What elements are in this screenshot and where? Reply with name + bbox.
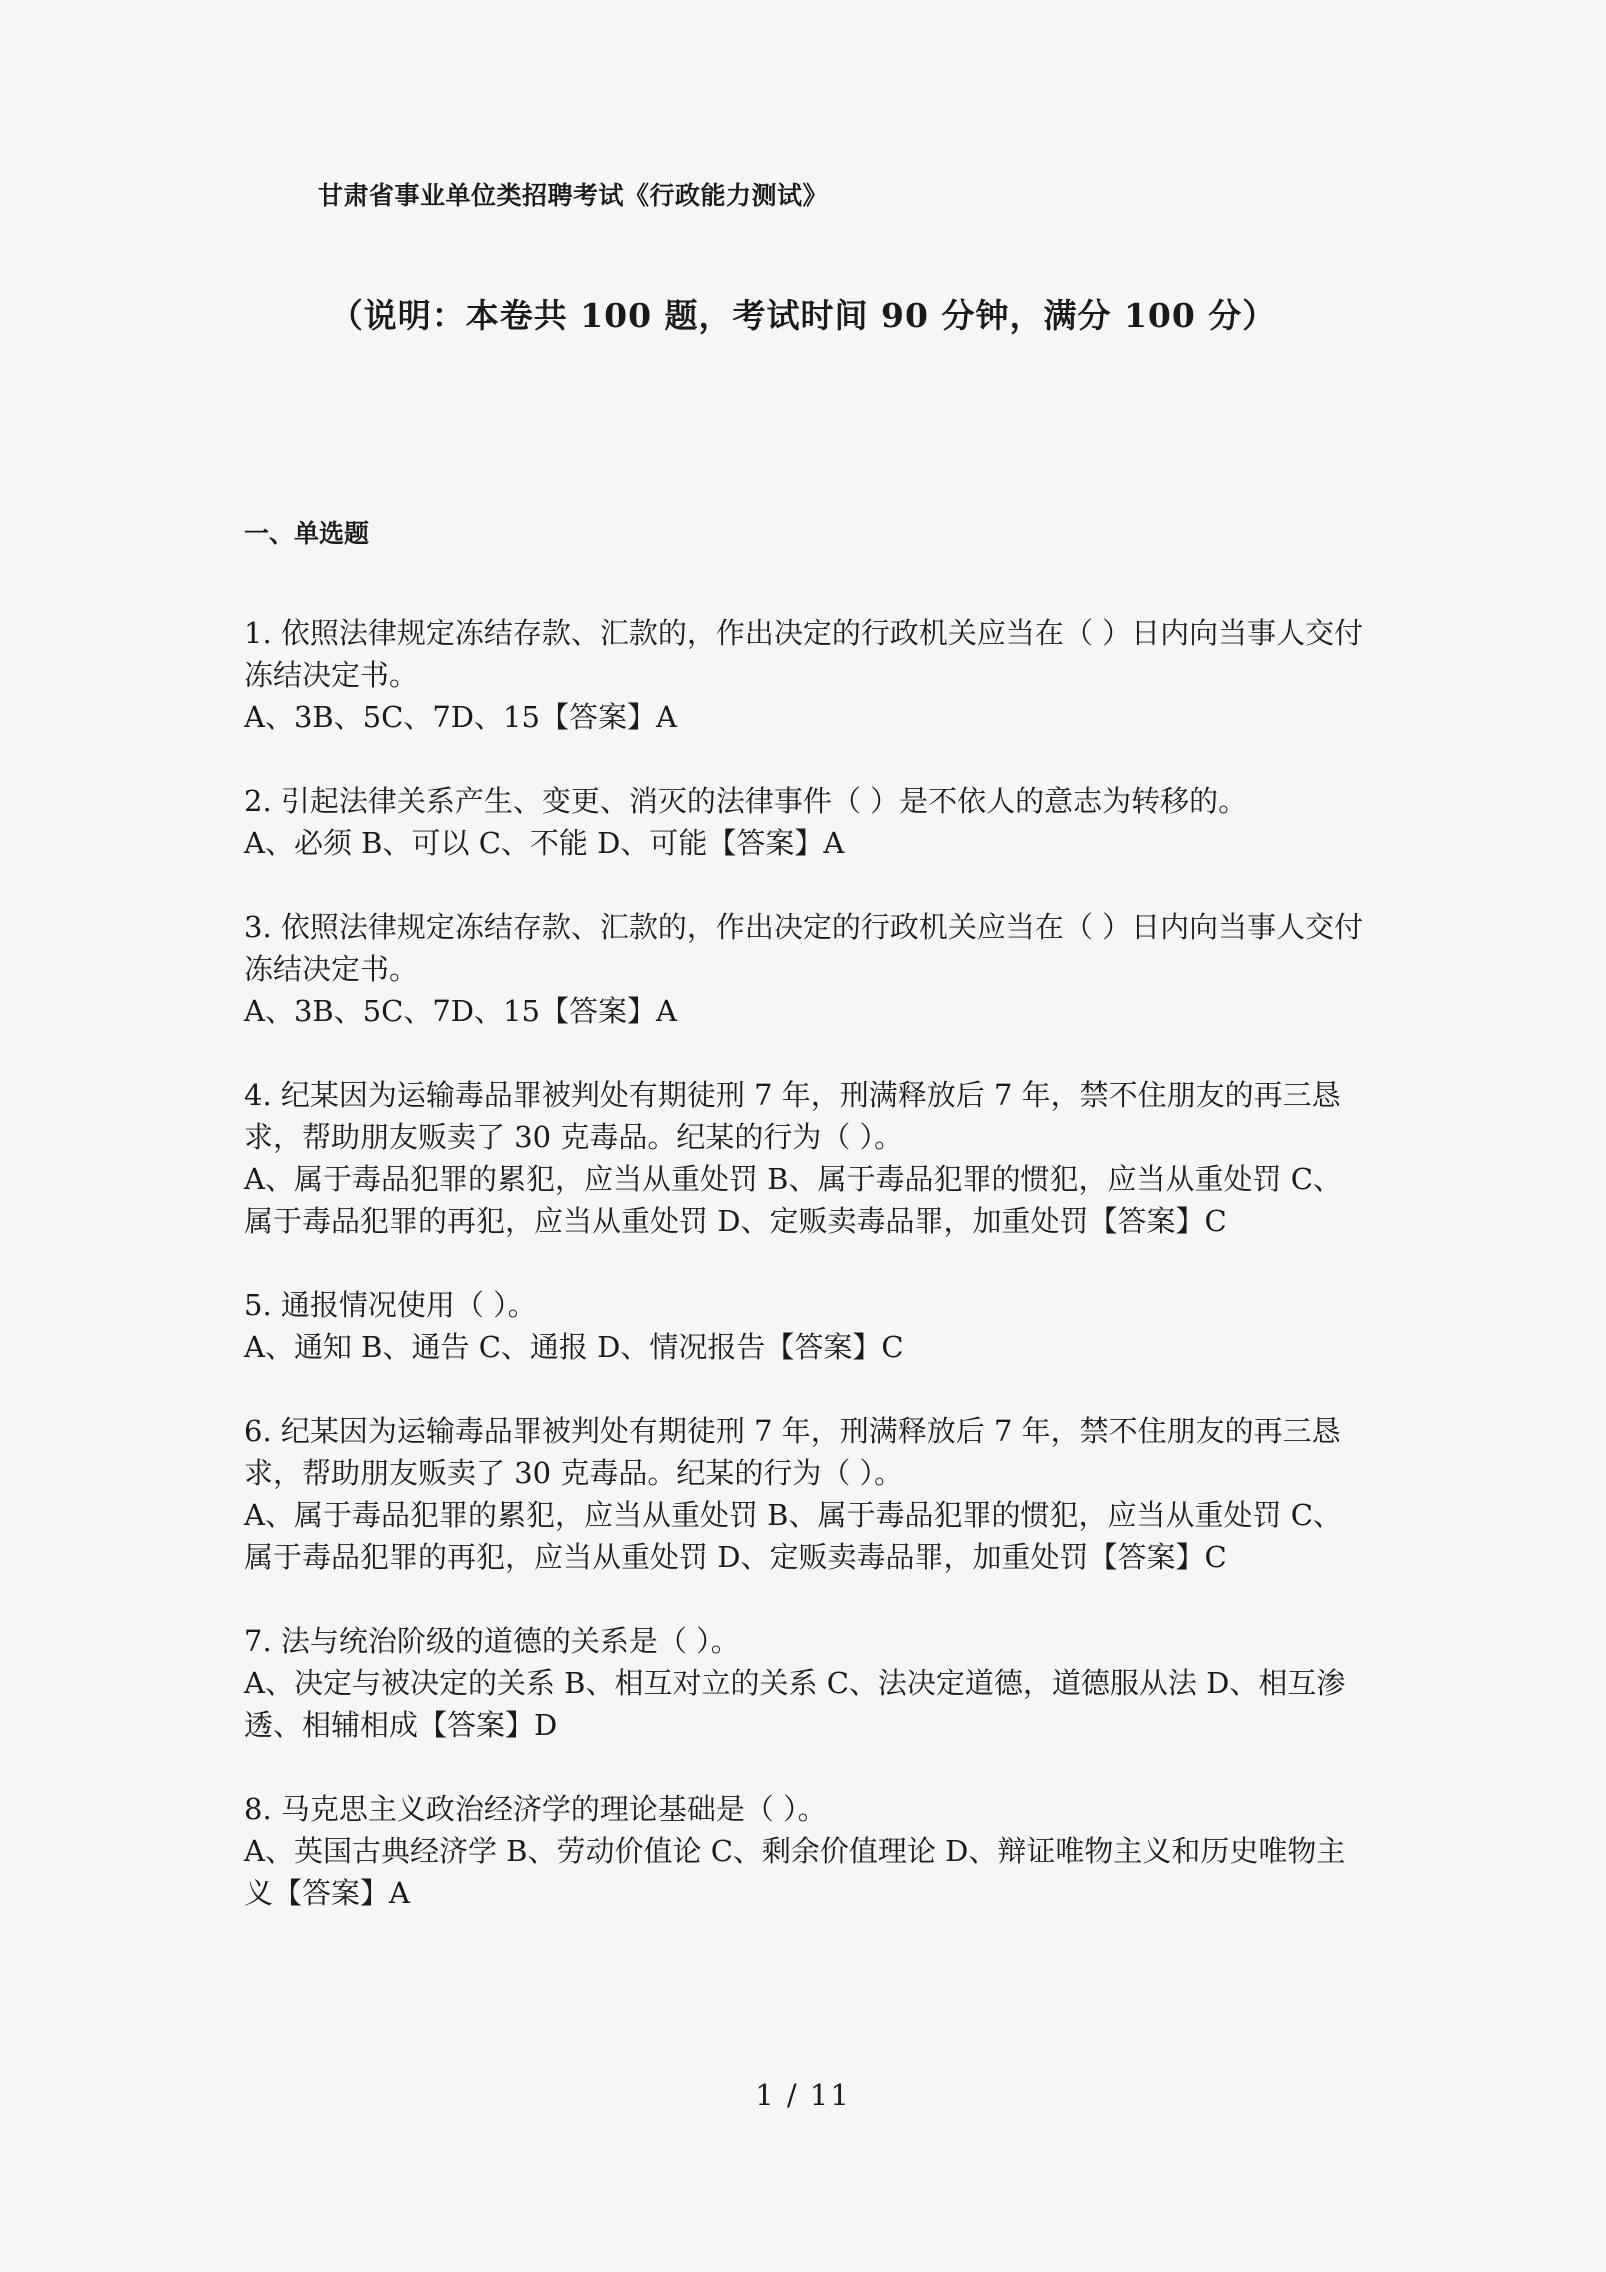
question-item: [244, 1788, 1364, 1914]
question-stem: 2. 引起法律关系产生、变更、消灭的法律事件（ ）是不依人的意志为转移的。: [244, 784, 1248, 818]
question-stem: 4. 纪某因为运输毒品罪被判处有期徒刑 7 年，刑满释放后 7 年，禁不住朋友的再三恳求，帮助朋友贩卖了 30 克毒品。纪某的行为（ ）。: [244, 1078, 1341, 1154]
question-item: [244, 612, 1364, 738]
question-options: A、3B、5C、7D、15【答案】A: [244, 994, 677, 1028]
question-item: [244, 1410, 1364, 1578]
question-options: A、通知 B、通告 C、通报 D、情况报告【答案】C: [244, 1330, 904, 1364]
question-stem: 3. 依照法律规定冻结存款、汇款的，作出决定的行政机关应当在（ ）日内向当事人交付冻结决定书。: [244, 910, 1364, 986]
exam-instructions: （说明：本卷共 100 题，考试时间 90 分钟，满分 100 分）: [329, 296, 1277, 335]
section-heading: 一、单选题: [244, 519, 370, 548]
question-stem: 5. 通报情况使用（ ）。: [244, 1288, 537, 1322]
question-item: [244, 906, 1364, 1032]
question-options: A、3B、5C、7D、15【答案】A: [244, 700, 677, 734]
question-item: [244, 1284, 1364, 1368]
page-number: 1 / 11: [755, 2078, 851, 2112]
question-options: A、决定与被决定的关系 B、相互对立的关系 C、法决定道德，道德服从法 D、相互渗透、相辅相成【答案】D: [244, 1666, 1346, 1742]
question-stem: 1. 依照法律规定冻结存款、汇款的，作出决定的行政机关应当在（ ）日内向当事人交付冻结决定书。: [244, 616, 1364, 692]
question-options: A、属于毒品犯罪的累犯，应当从重处罚 B、属于毒品犯罪的惯犯，应当从重处罚 C、属于毒品犯罪的再犯，应当从重处罚 D、定贩卖毒品罪，加重处罚【答案】C: [244, 1162, 1342, 1238]
question-stem: 8. 马克思主义政治经济学的理论基础是（ ）。: [244, 1792, 827, 1826]
document-title: 甘肃省事业单位类招聘考试《行政能力测试》: [318, 181, 829, 210]
question-item: [244, 780, 1364, 864]
question-item: [244, 1620, 1364, 1746]
question-stem: 6. 纪某因为运输毒品罪被判处有期徒刑 7 年，刑满释放后 7 年，禁不住朋友的再三恳求，帮助朋友贩卖了 30 克毒品。纪某的行为（ ）。: [244, 1414, 1341, 1490]
question-list: [244, 612, 1364, 1956]
question-options: A、必须 B、可以 C、不能 D、可能【答案】A: [244, 826, 845, 860]
question-item: [244, 1074, 1364, 1242]
question-options: A、英国古典经济学 B、劳动价值论 C、剩余价值理论 D、辩证唯物主义和历史唯物主义【答案】A: [244, 1834, 1346, 1910]
question-options: A、属于毒品犯罪的累犯，应当从重处罚 B、属于毒品犯罪的惯犯，应当从重处罚 C、属于毒品犯罪的再犯，应当从重处罚 D、定贩卖毒品罪，加重处罚【答案】C: [244, 1498, 1342, 1574]
question-stem: 7. 法与统治阶级的道德的关系是（ ）。: [244, 1624, 740, 1658]
